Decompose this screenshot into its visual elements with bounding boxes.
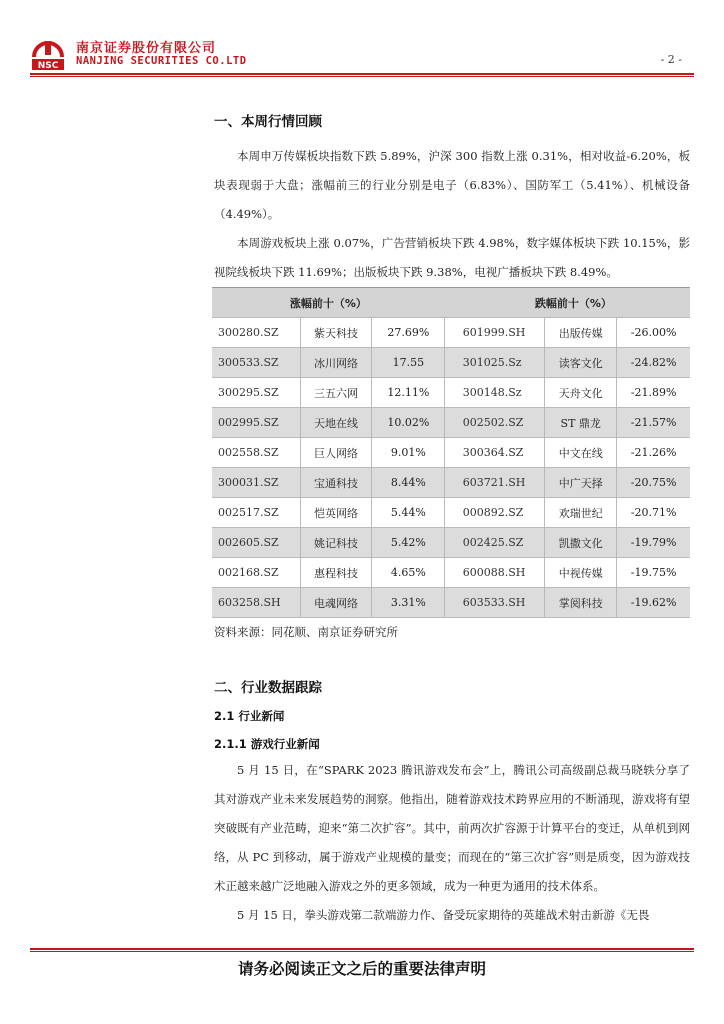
gainer-name: 电魂网络: [300, 588, 372, 618]
gainer-code: 002168.SZ: [212, 558, 300, 588]
gainer-name: 宝通科技: [300, 468, 372, 498]
gainer-code: 002995.SZ: [212, 408, 300, 438]
loser-name: 读客文化: [545, 348, 617, 378]
loser-pct: -24.82%: [617, 348, 690, 378]
table-row: [212, 528, 690, 558]
header-divider-thin: [30, 76, 694, 77]
table-row: [212, 408, 690, 438]
table-row: [212, 558, 690, 588]
loser-name: 中文在线: [545, 438, 617, 468]
table-row: [212, 378, 690, 408]
table-row: [212, 498, 690, 528]
gainer-name: 冰川网络: [300, 348, 372, 378]
gainers-header: 涨幅前十（%）: [212, 288, 445, 318]
gainer-pct: 9.01%: [372, 438, 445, 468]
company-name-cn: 南京证券股份有限公司: [76, 41, 217, 56]
loser-pct: -21.26%: [617, 438, 690, 468]
top-ten-table: [212, 287, 690, 618]
page-header: [30, 35, 694, 75]
footer-divider: [30, 948, 694, 950]
loser-code: 002502.SZ: [457, 408, 545, 438]
main-content: [214, 110, 690, 930]
loser-pct: -21.57%: [617, 408, 690, 438]
loser-code: 000892.SZ: [457, 498, 545, 528]
gainer-code: 002605.SZ: [212, 528, 300, 558]
losers-header: 跌幅前十（%）: [457, 288, 690, 318]
gainer-name: 恺英网络: [300, 498, 372, 528]
loser-code: 603721.SH: [457, 468, 545, 498]
gainer-code: 002517.SZ: [212, 498, 300, 528]
loser-code: 300364.SZ: [457, 438, 545, 468]
gainer-pct: 5.42%: [372, 528, 445, 558]
loser-code: 002425.SZ: [457, 528, 545, 558]
gainer-pct: 27.69%: [372, 318, 445, 348]
section-title-market-review: 一、本周行情回顾: [214, 114, 322, 130]
loser-code: 603533.SH: [457, 588, 545, 618]
footer-divider-thin: [30, 951, 694, 952]
loser-code: 300148.Sz: [457, 378, 545, 408]
loser-pct: -20.71%: [617, 498, 690, 528]
nsc-logo-icon: [30, 35, 66, 71]
table-row: [212, 468, 690, 498]
header-divider: [30, 73, 694, 75]
subsection-title-game-news: 2.1.1 游戏行业新闻: [214, 737, 320, 751]
company-name-en: NANJING SECURITIES CO.LTD: [76, 55, 247, 67]
loser-name: 中广天择: [545, 468, 617, 498]
gainer-pct: 4.65%: [372, 558, 445, 588]
table-row: [212, 348, 690, 378]
loser-pct: -19.75%: [617, 558, 690, 588]
loser-code: 601999.SH: [457, 318, 545, 348]
gainer-pct: 12.11%: [372, 378, 445, 408]
loser-name: ST 鼎龙: [545, 408, 617, 438]
loser-name: 中视传媒: [545, 558, 617, 588]
loser-name: 欢瑞世纪: [545, 498, 617, 528]
table-row: [212, 588, 690, 618]
gainer-name: 惠程科技: [300, 558, 372, 588]
loser-pct: -19.79%: [617, 528, 690, 558]
gainer-code: 300280.SZ: [212, 318, 300, 348]
loser-name: 天舟文化: [545, 378, 617, 408]
loser-pct: -20.75%: [617, 468, 690, 498]
gainer-name: 三五六网: [300, 378, 372, 408]
gainer-name: 天地在线: [300, 408, 372, 438]
loser-pct: -21.89%: [617, 378, 690, 408]
logo-text: NSC: [37, 61, 59, 71]
gainer-pct: 5.44%: [372, 498, 445, 528]
gainer-pct: 8.44%: [372, 468, 445, 498]
legal-disclaimer: 请务必阅读正文之后的重要法律声明: [237, 960, 486, 978]
loser-name: 出版传媒: [545, 318, 617, 348]
table-source-note: 资料来源：同花顺、南京证券研究所: [214, 625, 398, 639]
loser-pct: -19.62%: [617, 588, 690, 618]
loser-code: 301025.Sz: [457, 348, 545, 378]
gainer-name: 姚记科技: [300, 528, 372, 558]
gainer-pct: 3.31%: [372, 588, 445, 618]
gainer-pct: 10.02%: [372, 408, 445, 438]
loser-name: 掌阅科技: [545, 588, 617, 618]
loser-name: 凯撒文化: [545, 528, 617, 558]
gainer-code: 300031.SZ: [212, 468, 300, 498]
paragraph-riot-news: 5 月 15 日，拳头游戏第二款端游力作、备受玩家期待的英雄战术射击新游《无畏: [237, 908, 650, 922]
page-number: - 2 -: [660, 53, 682, 66]
paragraph-index-summary: 本周申万传媒板块指数下跌 5.89%，沪深 300 指数上涨 0.31%，相对收益-6.20%，板块表现弱于大盘；涨幅前三的行业分别是电子（6.83%）、国防军工（5.41%）、机械设备（4.49%）。: [214, 149, 690, 221]
gainer-name: 巨人网络: [300, 438, 372, 468]
table-row: [212, 438, 690, 468]
section-title-industry-tracking: 二、行业数据跟踪: [214, 680, 322, 696]
loser-pct: -26.00%: [617, 318, 690, 348]
gainer-pct: 17.55: [372, 348, 445, 378]
table-row: [212, 318, 690, 348]
gainer-code: 300533.SZ: [212, 348, 300, 378]
paragraph-sector-summary: 本周游戏板块上涨 0.07%，广告营销板块下跌 4.98%，数字媒体板块下跌 10.15%，影视院线板块下跌 11.69%；出版板块下跌 9.38%，电视广播板块下跌 8.49%。: [214, 236, 690, 279]
subsection-title-industry-news: 2.1 行业新闻: [214, 709, 285, 723]
gainer-code: 300295.SZ: [212, 378, 300, 408]
loser-code: 600088.SH: [457, 558, 545, 588]
gainer-name: 紫天科技: [300, 318, 372, 348]
gainer-code: 002558.SZ: [212, 438, 300, 468]
paragraph-tencent-news: 5 月 15 日，在“SPARK 2023 腾讯游戏发布会”上，腾讯公司高级副总裁马晓轶分享了其对游戏产业未来发展趋势的洞察。他指出，随着游戏技术跨界应用的不断涌现，游戏将有望突破既有产业范畴，迎来“第二次扩容”。其中，前两次扩容源于计算平台的变迁，从单机到网络，从 PC 到移动，属于游戏产业规模的量变；而现在的“第三次扩容”则是质变，因为游戏技术正越来越广泛地融入游戏之外的更多领域，成为一种更为通用的技术体系。: [214, 763, 690, 893]
gainer-code: 603258.SH: [212, 588, 300, 618]
